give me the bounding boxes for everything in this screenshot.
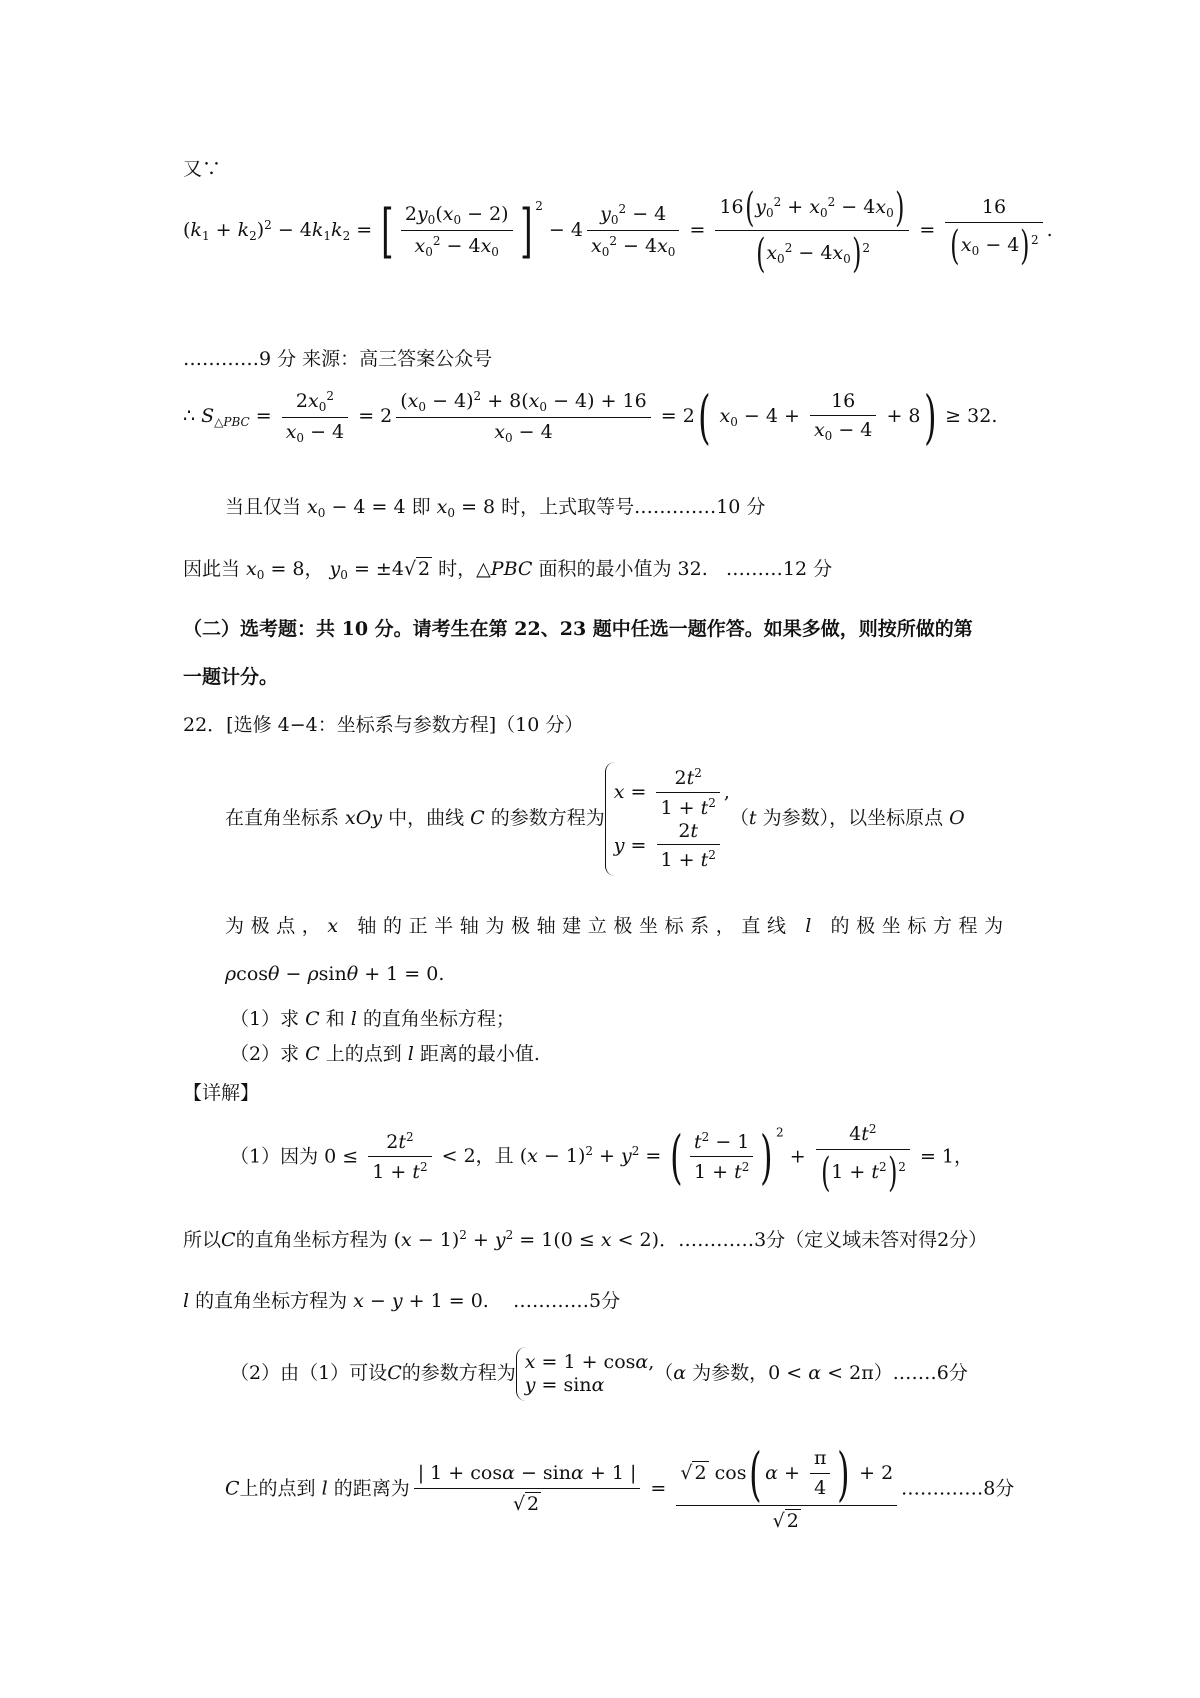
- question-22-part-1: （1）求 C 和 l 的直角坐标方程；: [230, 1008, 515, 1030]
- text-equality-condition: 当且仅当 $x_0 - 4 = 4$ 即 $x_0 = 8$ 时，上式取等号.…………10 分: [225, 496, 766, 520]
- section-heading-elective: （二）选考题：共 10 分。请考生在第 22、23 题中任选一题作答。如果多做，则按所做的第: [183, 618, 973, 640]
- solution-part-1: （1）因为 0 ≤ $\frac{2t^2}{1 + t^2}$ < 2，且 $(x - 1)^2 + y^2$ = ( $\frac{t^2 - 1}{1 + t^2}$ ) $^2$ + $\frac{4t^2}{(1 + t^2)^2}$ = 1，: [230, 1122, 973, 1196]
- text-you-yin: 又∵: [183, 158, 222, 180]
- question-22-part-2: （2）求 C 上的点到 l 距离的最小值.: [230, 1043, 540, 1065]
- solution-part-2: （2）由（1）可设C的参数方程为 x = 1 + cosα, y = sinα （α 为参数，0 < α < 2π）.……6分: [230, 1347, 968, 1401]
- equation-k-discriminant: $(k_1 + k_2)^2 - 4k_1k_2$ = [ $\frac{2y_0(x_0 - 2)}{x_0^2 - 4x_0}$ ] $^2$ − 4 $\frac{y_0^2 - 4}{x_0^2 - 4x_0}$ = $\frac{16(y_0^2 + x_0^2 - 4x_0)}{(x_0^2 - 4x_0)^2}$ = $\frac{16}{(x_0 - 4)^2}$ .: [183, 185, 1053, 277]
- solution-part-2-distance: C上的点到 l 的距离为 $\frac{| 1 + \cos\alpha - \sin\alpha + 1 |}{√ 2}$ = √ 2 cos( α + $\frac{\pi}{4}$ ) + 2 √ 2 .…………8分: [225, 1440, 1015, 1532]
- solution-part-1-l-equation: l 的直角坐标方程为 x − y + 1 = 0. …………5分: [183, 1290, 621, 1312]
- section-heading-elective-cont: 一题计分。: [183, 666, 279, 688]
- question-22-body-cont: 为极点，x 轴的正半轴为极轴建立极坐标系，直线 l 的极坐标方程为: [225, 915, 1010, 937]
- text-minimum-area: 因此当 $x_0 = 8$， $y_0 = \pm 4√$ 2 时，△PBC 面积的最小值为 32. ………12 分: [183, 558, 833, 582]
- question-22-polar-equation: ρcosθ − ρsinθ + 1 = 0.: [225, 963, 445, 985]
- question-22-body: 在直角坐标系 xOy 中，曲线 C 的参数方程为 x = $\frac{2t^2}{1 + t^2}$ , y = $\frac{2t}{1 + t^2}$ （t 为参数），以坐标原点 O: [225, 762, 965, 876]
- solution-part-1-c-equation: 所以C的直角坐标方程为 $(x - 1)^2 + y^2 = 1(0 \le x < 2)$．…………3分（定义域未答对得2分）: [183, 1228, 988, 1251]
- question-22-title: 22．[选修 4−4：坐标系与参数方程]（10 分）: [183, 714, 584, 736]
- detail-heading: 【详解】: [183, 1082, 260, 1104]
- text-score-9: …………9 分 来源：高三答案公众号: [183, 348, 493, 370]
- equation-area: ∴ $S_{\triangle PBC}$ = $\frac{2x_0^2}{x_0 - 4}$ = 2 $\frac{(x_0 - 4)^2 + 8(x_0 - 4) + 16}{x_0 - 4}$ = 2( $x_0 - 4$ + $\frac{16}{x_0 - 4}$ + 8) ≥ 32.: [183, 383, 998, 451]
